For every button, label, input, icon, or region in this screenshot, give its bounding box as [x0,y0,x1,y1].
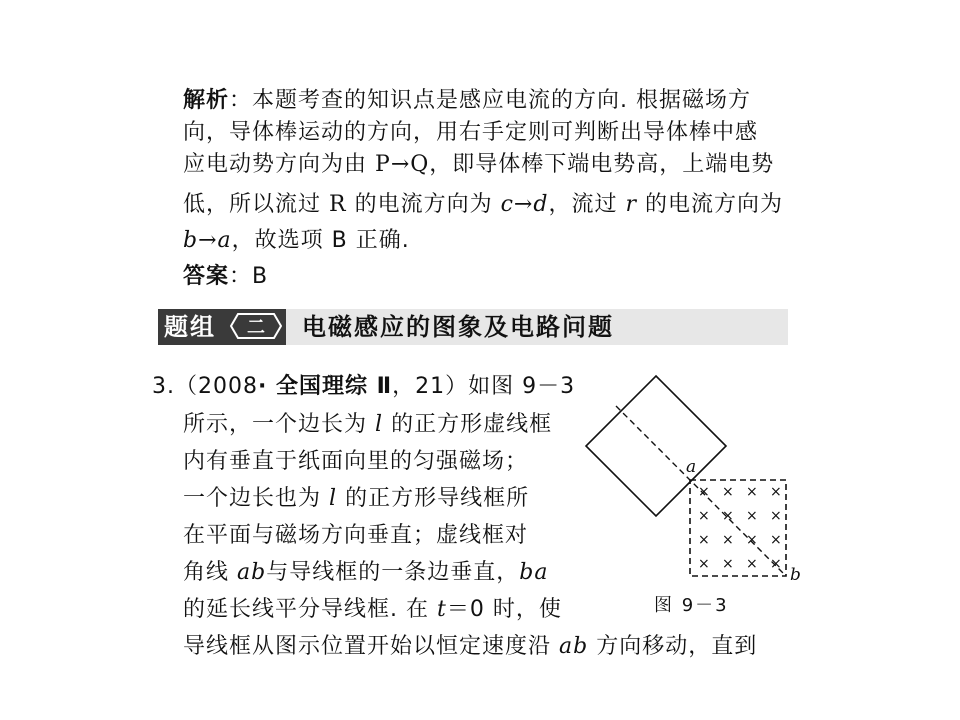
field-cross-3-3: × [770,556,782,572]
problem-line-7 [183,595,562,625]
problem-source-tail: ，21）如图 9－3 [392,374,576,399]
figure-caption: 图 9－3 [654,595,729,616]
analysis-line-4 [183,190,783,220]
diagonal-ba-symbol: ba [519,560,549,585]
length-l-symbol-2: l [329,486,338,511]
problem-line-3 [183,447,528,477]
length-l-symbol: l [375,412,384,437]
problem-text-2a: 所示，一个边长为 [183,412,368,437]
field-cross-1-0: × [698,508,710,524]
field-cross-1-1: × [722,508,734,524]
field-cross-3-2: × [746,556,758,572]
problem-text-4b: 的正方形导线框所 [345,486,530,511]
problem-text-7a: 的延长线平分导线框. 在 [183,597,429,622]
problem-source: · 全国理综 Ⅱ [257,374,393,399]
analysis-text-4b: 的电流方向为 [354,192,493,217]
problem-text-2b: 的正方形虚线框 [391,412,553,437]
time-t-symbol: t [437,597,447,622]
analysis-text-5: ，故选项 B 正确. [231,228,410,253]
answer-line [183,262,268,292]
analysis-text-4c: ，流过 [548,192,618,217]
banner-number-badge [230,313,282,339]
resistor-R-symbol: R [329,192,347,217]
field-crosses [698,484,782,572]
problem-text-6b: 与导线框的一条边垂直， [266,560,520,585]
problem-number: 3.（2008 [152,374,258,399]
banner-title: 电磁感应的图象及电路问题 [302,313,614,341]
field-cross-2-1: × [722,532,734,548]
field-cross-3-1: × [722,556,734,572]
label-b: b [790,565,801,585]
c-to-d-symbol: c→d [500,192,549,217]
b-to-a-symbol: b→a [183,228,232,253]
problem-text-7b: ＝0 时，使 [446,597,562,622]
problem-text-8a: 导线框从图示位置开始以恒定速度沿 [183,634,552,659]
analysis-text-3b: ，即导体棒下端电势高，上端电势 [429,152,775,177]
problem-text-8b: 方向移动，直到 [596,634,758,659]
answer-label: 答案 [183,264,230,289]
field-cross-0-0: × [698,484,710,500]
analysis-label: 解析 [183,88,230,113]
figure-9-3 [580,368,810,618]
banner-tag-text: 题组 [164,313,216,341]
diagonal-ab-symbol: ab [237,560,267,585]
problem-text-5: 在平面与磁场方向垂直；虚线框对 [183,523,529,548]
answer-value: ：B [229,264,269,289]
label-a: a [686,457,697,477]
field-cross-0-1: × [722,484,734,500]
resistor-r-symbol: r [625,192,637,217]
field-cross-1-2: × [746,508,758,524]
analysis-text-1: ：本题考查的知识点是感应电流的方向. 根据磁场方 [229,88,752,113]
problem-text-4a: 一个边长也为 [183,486,322,511]
problem-line-5 [183,521,528,551]
banner-tag [158,309,286,345]
field-cross-2-2: × [746,532,758,548]
p-to-q-symbol: P→Q [375,152,430,177]
analysis-line-2 [183,118,758,148]
analysis-text-3a: 应电动势方向为由 [183,152,368,177]
analysis-text-2: 向，导体棒运动的方向，用右手定则可判断出导体棒中感 [183,120,759,145]
section-banner [158,309,788,345]
banner-number-text: 二 [247,317,265,338]
analysis-text-4d: 的电流方向为 [645,192,784,217]
analysis-line-5 [183,226,410,256]
field-cross-2-3: × [770,532,782,548]
problem-line-2 [183,410,552,440]
field-cross-0-3: × [770,484,782,500]
problem-line-1 [152,372,575,402]
analysis-text-4a: 低，所以流过 [183,192,322,217]
field-cross-1-3: × [770,508,782,524]
field-cross-0-2: × [746,484,758,500]
problem-line-4 [183,484,529,514]
field-cross-3-0: × [698,556,710,572]
problem-line-6 [183,558,548,588]
field-cross-2-0: × [698,532,710,548]
problem-line-8 [183,632,757,662]
analysis-line-1 [183,86,751,116]
direction-ab-symbol: ab [559,634,589,659]
analysis-line-3 [183,150,774,180]
problem-text-3: 内有垂直于纸面向里的匀强磁场； [183,449,529,474]
problem-text-6a: 角线 [183,560,230,585]
